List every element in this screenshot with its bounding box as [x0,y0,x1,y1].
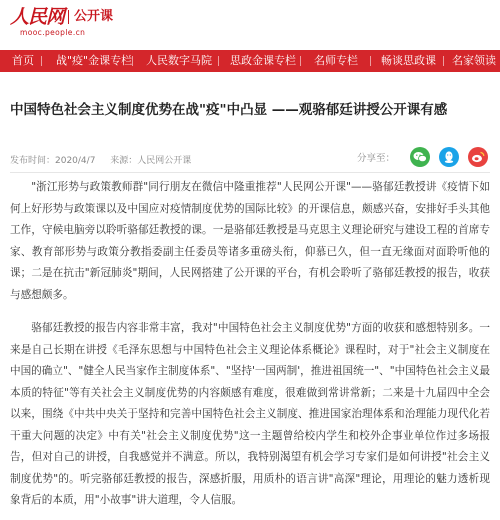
main-nav [0,50,500,72]
nav-divider [300,56,301,66]
nav-divider [370,56,371,66]
weibo-icon[interactable] [468,147,488,167]
nav-item-reading[interactable]: 名家领读 [452,54,496,67]
title-divider [10,172,490,173]
nav-divider [41,56,42,66]
qq-icon[interactable] [439,147,459,167]
nav-item-ideology-course[interactable]: 思政金课专栏 [230,54,296,67]
article-paragraph: "浙江形势与政策教师群"同行朋友在微信中隆重推荐"人民网公开课"——骆郁廷教授讲《疫情下如何上好形势与政策课以及中国应对疫情制度优势的国际比较》的开课信息，颇感兴奋，安排好手头其他工作，守候电脑旁以聆听骆郁廷教授的课。一是骆郁廷教授是马克思主义理论研究与建设工程的首席专家、教育部形势与政策分教指委副主任委员等诸多重磅头衔，仰慕已久，但一直无缘面对面聆听他的课；二是在抗击"新冠肺炎"期间，人民网搭建了公开课的平台，有机会聆听了骆郁廷教授的报告，收获与感想颇多。 [10,181,490,301]
article-meta [10,153,203,166]
logo-url: mooc.people.cn [20,28,86,37]
site-header [0,0,500,44]
logo-divider [68,10,69,24]
logo-brand-sub: 公开课 [74,9,114,24]
nav-item-famous-teachers[interactable]: 名师专栏 [314,54,358,67]
publish-date: 发布时间：2020/4/7 [10,156,96,166]
article-source: 来源：人民网公开课 [110,156,192,166]
article-title: 中国特色社会主义制度优势在战"疫"中凸显 ——观骆郁廷讲授公开课有感 [10,102,448,118]
nav-item-discuss-course[interactable]: 畅谈思政课 [381,54,436,67]
site-logo[interactable] [10,6,140,40]
article-body [10,177,490,520]
share-label: 分享至： [356,153,395,164]
wechat-icon[interactable] [410,147,430,167]
logo-brand-name: 人民网 [10,6,65,28]
nav-divider [132,56,133,66]
nav-item-home[interactable]: 首页 [12,54,34,67]
nav-item-digital-marxism[interactable]: 人民数字马院 [146,54,212,67]
nav-divider [218,56,219,66]
nav-item-fight-epidemic[interactable]: 战"疫"金课专栏 [56,54,133,67]
nav-divider [443,56,444,66]
share-bar [357,147,488,167]
article-paragraph: 骆郁廷教授的报告内容非常丰富，我对"中国特色社会主义制度优势"方面的收获和感想特别多。一来是自己长期在讲授《毛泽东思想与中国特色社会主义理论体系概论》课程时，对于"社会主义制度在中国的确立"、"健全人民当家作主制度体系"、"坚持'一国两制'，推进祖国统一"、"中国特色社会主义最本质的特征"等有关社会主义制度优势的内容颇感有难度，很难做到常讲常新；二来是十九届四中全会以来，围绕《中共中央关于坚持和完善中国特色社会主义制度、推进国家治理体系和治理能力现代化若干重大问题的决定》中有关"社会主义制度优势"这一主题曾给校内学生和校外企事业单位作过多场报告，但对自己的讲授，自我感觉并不满意。所以，我特别渴望有机会学习专家们是如何讲授"社会主义制度优势"的。听完骆郁廷教授的报告，深感折服，用质朴的语言讲"高深"理论，用理论的魅力透析现象背后的本质，用"小故事"讲大道理，令人信服。 [10,322,490,506]
